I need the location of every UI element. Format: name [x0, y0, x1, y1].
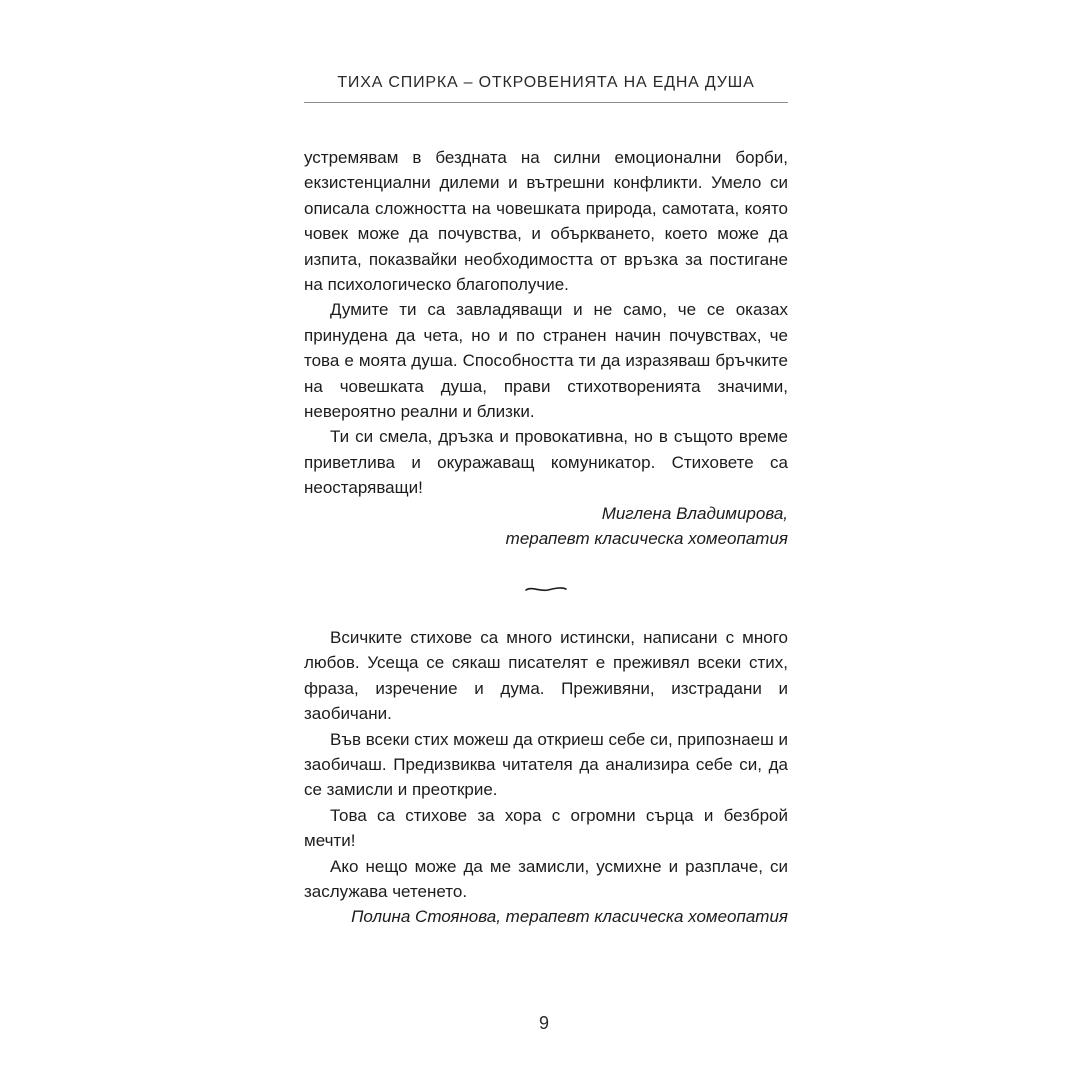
- review-2-paragraph: Това са стихове за хора с огромни сърца и безброй мечти!: [304, 805, 788, 851]
- review-2: [304, 625, 788, 930]
- review-1-paragraph: Ти си смела, дръзка и провокативна, но в същото време приветлива и окуражаващ комуникатор. Стиховете са неостаряващи!: [304, 427, 788, 498]
- swash-divider-icon: [524, 582, 568, 596]
- review-2-paragraph: Всичките стихове са много истински, написани с много любов. Усеща се сякаш писателят е преживял всеки стих, фраза, изречение и дума. Преживяни, изстрадани и заобичани.: [304, 628, 788, 724]
- running-header: ТИХА СПИРКА – ОТКРОВЕНИЯТА НА ЕДНА ДУША: [337, 74, 755, 91]
- review-1-paragraph: Думите ти са завладяващи и не само, че се оказах принудена да чета, но и по странен начин почувствах, че това е моята душа. Способността ти да изразяваш бръчките на човешката душа, прави стихотворенията значими, невероятно реални и близки.: [304, 300, 788, 422]
- review-1-signature-name: Миглена Владимирова,: [601, 503, 788, 523]
- review-2-signature: Полина Стоянова, терапевт класическа хомеопатия: [351, 907, 788, 927]
- review-2-paragraph: Ако нещо може да ме замисли, усмихне и разплаче, си заслужава четенето.: [304, 856, 788, 902]
- review-1-paragraph: устремявам в бездната на силни емоционални борби, екзистенциални дилеми и вътрешни конфликти. Умело си описала сложността на човешката природа, самотата, която човек може да почувства, и объркването, което може да изпита, показвайки необходимостта от връзка за постигане на психологическо благополучие.: [304, 148, 788, 295]
- review-2-paragraph: Във всеки стих можеш да откриеш себе си, припознаеш и заобичаш. Предизвиква читателя да анализира себе си, да се замисли и преоткрие.: [304, 729, 788, 800]
- review-1: [304, 145, 788, 552]
- header-rule: [304, 102, 788, 103]
- review-1-signature-role: терапевт класическа хомеопатия: [505, 529, 788, 549]
- page-number: 9: [538, 1013, 549, 1033]
